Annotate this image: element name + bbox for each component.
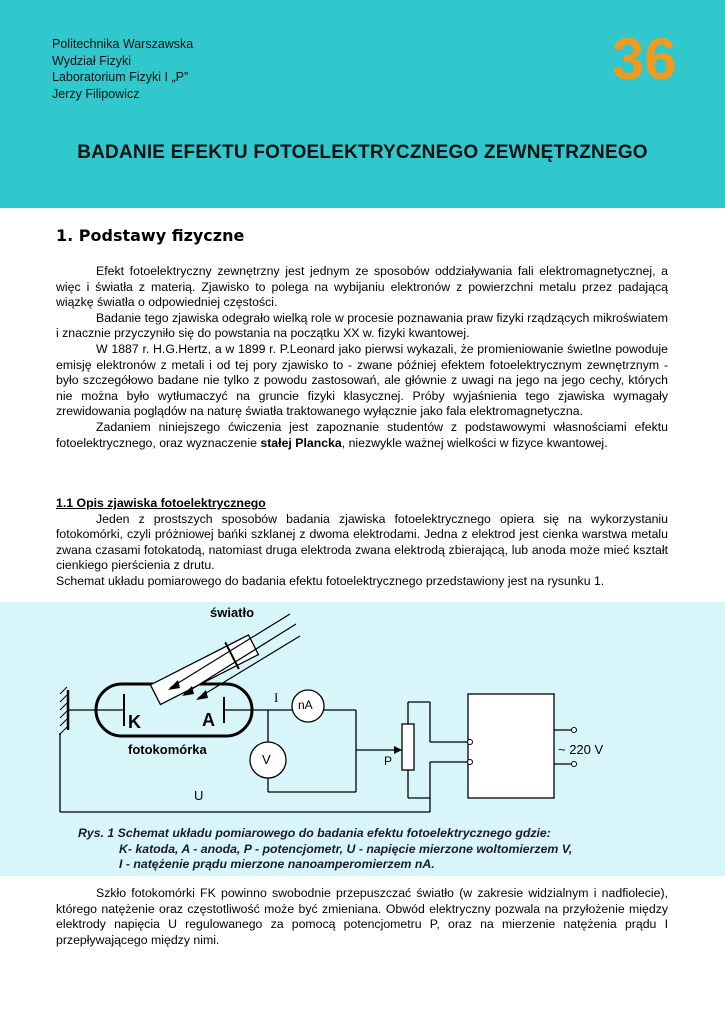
section-body: [56, 264, 668, 451]
figure-caption: [78, 826, 698, 873]
section-heading: 1. Podstawy fizyczne: [56, 226, 245, 245]
paragraph: Szkło fotokomórki FK powinno swobodnie przepuszczać światło (w zakresie widzialnym i nadfiolecie), którego natężenie oraz częstotliwość może być zmieniana. Obwód elektryczny pozwala na przyłożenie między elektrody napięcia U regulowanego za pomocą potencjometru P, oraz na mierzenie natężenia prądu I przepływającego między nimi.: [56, 886, 668, 947]
caption-line: Rys. 1 Schemat układu pomiarowego do badania efektu fotoelektrycznego gdzie:: [78, 826, 551, 840]
supply-label: ~ 220 V: [558, 742, 604, 757]
institution-line: Wydział Fizyki: [52, 53, 132, 68]
institution-line: Jerzy Filipowicz: [52, 86, 140, 101]
institution-block: [52, 36, 193, 102]
subsection-title: 1.1 Opis zjawiska fotoelektrycznego: [56, 496, 266, 510]
planck-constant-term: stałej Plancka: [260, 435, 342, 450]
paragraph-text: , niezwykle ważnej wielkości w fizyce kwantowej.: [341, 435, 608, 450]
voltmeter-label: V: [262, 752, 271, 767]
wiper-arrow: [394, 746, 402, 754]
paragraph: W 1887 r. H.G.Hertz, a w 1899 r. P.Leonard jako pierwsi wykazali, że promieniowanie świetlne powoduje emisję elektronów z metali i od tej pory zjawisko to - zwane później efektem fotoelektrycznym zewnętrznym - było szczegółowo badane nie tylko z powodu zastosowań, ale głównie z uwagi na jego na jego cechy, których nie można było wytłumaczyć na gruncie fizyki klasycznej. Próby wyjaśnienia tego zjawiska wymagały zrewidowania poglądów na naturę światła traktowanego wyłącznie jako fala elektromagnetyczna.: [56, 341, 668, 419]
paragraph: Efekt fotoelektryczny zewnętrzny jest jednym ze sposobów oddziaływania fali elektromagnetycznej, a więc i światła z materią. Zjawisko to polega na wybijaniu elektronów z powierzchni metalu przez padającą wiązkę światła o odpowiedniej częstości.: [56, 264, 668, 310]
potentiometer-body: [402, 724, 414, 770]
potentiometer-label: P: [384, 754, 393, 768]
closing-body: [56, 886, 668, 948]
lab-number: 36: [612, 27, 677, 92]
paragraph: [56, 420, 668, 451]
page-title: BADANIE EFEKTU FOTOELEKTRYCZNEGO ZEWNĘTRZNEGO: [77, 142, 648, 163]
nanoammeter-label: nA: [298, 698, 313, 712]
subsection-body: [56, 496, 668, 590]
caption-line: I - natężenie prądu mierzone nanoamperomierzem nA.: [119, 857, 435, 872]
caption-line: K- katoda, A - anoda, P - potencjometr, U - napięcie mierzone woltomierzem V,: [119, 841, 573, 856]
cathode-label: K: [128, 712, 141, 732]
voltage-label: U: [194, 788, 204, 803]
paragraph: Schemat układu pomiarowego do badania efektu fotoelektrycznego przedstawiony jest na rysunku 1.: [56, 573, 605, 588]
ground-hatch: [60, 687, 67, 734]
institution-line: Politechnika Warszawska: [52, 37, 194, 51]
current-label: I: [274, 690, 279, 705]
anode-label: A: [202, 710, 215, 730]
light-label: światło: [210, 605, 255, 620]
paragraph: Badanie tego zjawiska odegrało wielką role w procesie poznawania praw fizyki rządzących mikroświatem i znacznie przyczyniło się do powstania na początku XX w. fizyki kwantowej.: [56, 310, 668, 341]
paragraph-text: Zadaniem niniejszego ćwiczenia jest zapoznanie studentów z podstawowymi własnościami efektu fotoelektrycznego, oraz wyznaczenie: [56, 419, 668, 450]
photocell-label: fotokomórka: [128, 742, 207, 757]
power-supply-box: [468, 694, 554, 798]
paragraph: Jeden z prostszych sposobów badania zjawiska fotoelektrycznego opiera się na wykorzystaniu fotokomórki, czyli próżniowej bańki szklanej z dwoma elektrodami. Jedna z elektrod jest cienka warstwa metalu zwana czasami fotokatodą, natomiast druga elektroda zwana elektrodą zbierającą, lub anoda może mieć kształt cienkiego pierścienia z drutu.: [56, 511, 668, 573]
institution-line: Laboratorium Fizyki I „P”: [52, 70, 189, 84]
subsection-heading: [56, 496, 668, 512]
